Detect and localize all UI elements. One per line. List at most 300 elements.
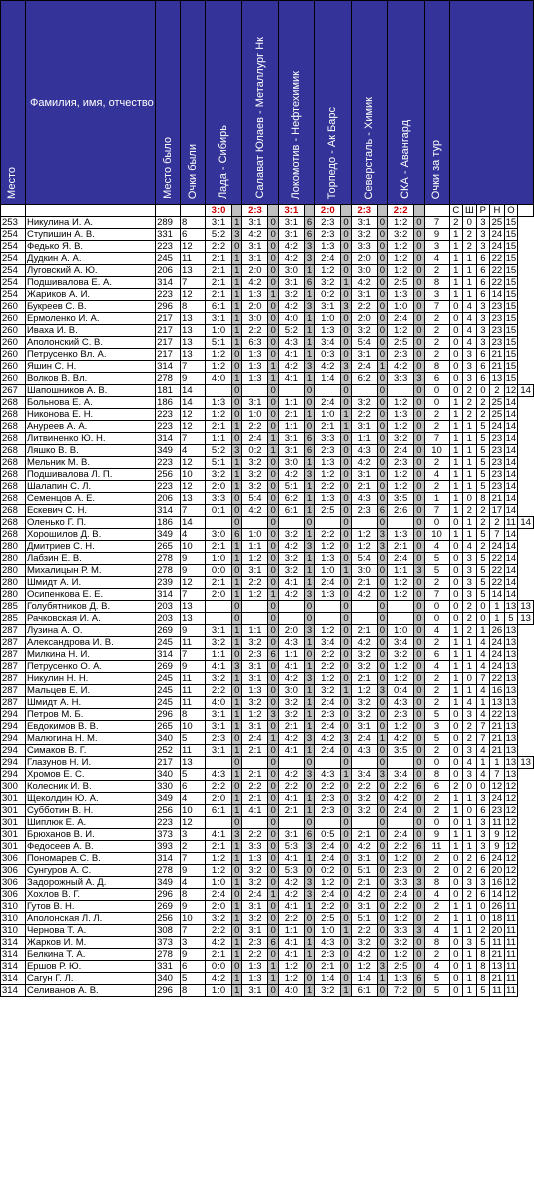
cell-stat-sh: 1 (463, 265, 477, 277)
cell-stat-s: 1 (449, 469, 463, 481)
table-row (1, 529, 534, 541)
cell-match-4-score: 1:0 (315, 925, 341, 937)
cell-match-3-pts: 1 (304, 565, 314, 577)
cell-match-3-score: 4:3 (278, 337, 304, 349)
cell-stat-n: 23 (491, 301, 503, 312)
cell-stat-o: 15 (505, 313, 517, 324)
cell-stat-o: 13 (505, 661, 517, 672)
table-row (1, 577, 534, 589)
cell-match-6-pts: 0 (414, 913, 424, 925)
cell-match-5-pts: 0 (377, 805, 387, 817)
cell-was-points: 3 (181, 829, 206, 841)
cell-match-5-pts: 0 (377, 613, 387, 625)
cell-match-2-pts: 0 (268, 901, 278, 913)
cell-match-2-pts: 0 (268, 241, 278, 253)
cell-match-1-score: 3:2 (206, 469, 232, 481)
cell-tour-points: 6 (424, 649, 449, 661)
cell-match-5-pts: 0 (377, 757, 387, 769)
cell-match-1-score: 3:1 (206, 217, 232, 229)
cell-match-1-pts: 1 (232, 841, 242, 853)
cell-match-1-score: 1:1 (206, 433, 232, 445)
cell-stat-n: 21 (491, 949, 503, 960)
cell-match-2-score (242, 757, 268, 769)
cell-match-3-pts: 1 (304, 289, 314, 301)
cell-match-1-score: 2:1 (206, 277, 232, 289)
cell-stat-n: 22 (491, 577, 503, 588)
cell-stat-sh: 1 (463, 925, 477, 937)
table-row (1, 817, 534, 829)
cell-match-2-pts: 0 (268, 829, 278, 841)
cell-name: Сунгуров А. С. (25, 865, 155, 877)
cell-was-points: 4 (181, 445, 206, 457)
cell-match-3-pts: 1 (304, 409, 314, 421)
cell-stat-sh: 1 (463, 973, 477, 985)
cell-was-place: 217 (156, 337, 181, 349)
cell-match-4-pts: 0 (341, 757, 351, 769)
cell-stat-sh: 1 (463, 793, 477, 805)
cell-stat-o: 14 (505, 505, 517, 516)
cell-was-place: 278 (156, 865, 181, 877)
cell-match-4-score: 2:3 (315, 805, 341, 817)
cell-stat-r: 6 (476, 277, 490, 289)
cell-match-5-pts: 0 (377, 649, 387, 661)
cell-stat-s: 0 (449, 949, 463, 961)
cell-was-place: 245 (156, 685, 181, 697)
cell-stat-sh: 3 (463, 577, 477, 589)
cell-match-4-pts: 0 (341, 901, 351, 913)
table-row (1, 433, 534, 445)
cell-tour-points: 9 (424, 829, 449, 841)
cell-match-5-pts: 0 (377, 817, 387, 829)
cell-match-3-pts: 6 (304, 229, 314, 241)
cell-match-3-score: 4:1 (278, 853, 304, 865)
cell-name: Шалапин С. Л. (25, 481, 155, 493)
cell-name: Шмидт А. И. (25, 577, 155, 589)
cell-was-place: 349 (156, 793, 181, 805)
cell-place: 300 (1, 781, 26, 793)
cell-match-3-score: 5:1 (278, 481, 304, 493)
cell-stat-s: 1 (449, 277, 463, 289)
cell-match-1-pts: 0 (232, 757, 242, 769)
cell-stat-s: 0 (449, 721, 463, 733)
table-row (1, 589, 534, 601)
cell-place: 287 (1, 697, 26, 709)
table-row (1, 865, 534, 877)
header-name: Фамилия, имя, отчество (25, 1, 155, 205)
cell-match-2-score: 0:2 (242, 445, 268, 457)
cell-match-3-pts: 3 (304, 889, 314, 901)
cell-match-4-pts: 0 (341, 829, 351, 841)
cell-place: 294 (1, 733, 26, 745)
cell-was-points: 5 (181, 973, 206, 985)
cell-was-points: 14 (181, 397, 206, 409)
cell-was-points: 13 (181, 313, 206, 325)
cell-tour-points: 2 (424, 793, 449, 805)
table-row (1, 781, 534, 793)
cell-match-1-pts: 0 (232, 685, 242, 697)
cell-match-3-pts: 0 (304, 973, 314, 985)
cell-stat-o: 12 (505, 385, 517, 396)
cell-stat-s: 2 (449, 217, 463, 229)
cell-match-1-pts: 1 (232, 301, 242, 313)
cell-match-6-score: 4:2 (388, 793, 414, 805)
cell-stat-o: 14 (505, 409, 517, 420)
cell-stat-r: 4 (476, 685, 490, 697)
cell-match-4-pts: 0 (341, 517, 351, 529)
cell-was-place: 217 (156, 349, 181, 361)
cell-match-1-pts: 1 (232, 709, 242, 721)
cell-stat-r: 8 (476, 493, 490, 505)
cell-place: 287 (1, 625, 26, 637)
cell-place: 314 (1, 973, 26, 985)
cell-match-4-score: 1:0 (315, 565, 341, 577)
cell-stat-n: 26 (491, 901, 503, 912)
cell-match-4-pts: 0 (341, 229, 351, 241)
cell-was-place: 314 (156, 505, 181, 517)
cell-match-4-pts: 1 (341, 685, 351, 697)
cell-stat-o: 15 (505, 253, 517, 264)
cell-match-5-score: 3:2 (351, 649, 377, 661)
cell-stat-o: 15 (505, 229, 517, 240)
cell-stat-sh: 1 (463, 817, 477, 829)
cell-stat-r: 7 (476, 673, 490, 685)
cell-match-4-score (315, 613, 341, 625)
results-blank (424, 205, 449, 217)
cell-stat-r: 6 (476, 253, 490, 265)
cell-match-6-score: 2:2 (388, 841, 414, 853)
cell-match-4-pts: 0 (341, 661, 351, 673)
cell-match-4-pts: 0 (341, 241, 351, 253)
cell-match-3-score (278, 601, 304, 613)
cell-match-1-score: 3:1 (206, 709, 232, 721)
cell-match-3-pts: 1 (304, 661, 314, 673)
table-row (1, 397, 534, 409)
cell-was-place: 314 (156, 589, 181, 601)
cell-match-4-score: 3:2 (315, 685, 341, 697)
cell-name: Подшивалова Е. А. (25, 277, 155, 289)
cell-stat-r: 3 (476, 817, 490, 829)
cell-was-points: 12 (181, 481, 206, 493)
cell-match-1-score: 1:0 (206, 985, 232, 997)
cell-stat-n: 22 (491, 277, 503, 288)
cell-place: 301 (1, 841, 26, 853)
cell-stat-sh: 1 (463, 841, 477, 853)
cell-match-5-score: 2:4 (351, 733, 377, 745)
cell-match-6-score: 1:3 (388, 529, 414, 541)
cell-stat-r: 0 (476, 385, 490, 397)
cell-match-4-score: 2:5 (315, 505, 341, 517)
cell-match-6-score: 2:4 (388, 829, 414, 841)
results-blank (1, 205, 26, 217)
table-row (1, 373, 534, 385)
cell-match-5-score: 3:1 (351, 217, 377, 229)
cell-stat-r: 5 (476, 433, 490, 445)
cell-was-place: 223 (156, 457, 181, 469)
cell-match-2-score: 3:3 (242, 841, 268, 853)
cell-was-points: 7 (181, 433, 206, 445)
cell-match-2-score: 3:2 (242, 877, 268, 889)
cell-match-2-pts: 0 (268, 781, 278, 793)
cell-match-1-score: 1:2 (206, 409, 232, 421)
cell-match-2-score: 6:3 (242, 337, 268, 349)
cell-match-5-pts: 0 (377, 493, 387, 505)
cell-was-points: 7 (181, 277, 206, 289)
stat-label-r: Р (476, 205, 490, 217)
cell-match-4-score: 1:0 (315, 409, 341, 421)
cell-match-4-score (315, 757, 341, 769)
cell-match-3-score: 3:2 (278, 709, 304, 721)
cell-match-2-score (242, 385, 268, 397)
cell-match-1-score: 2:1 (206, 265, 232, 277)
cell-match-1-pts: 1 (232, 421, 242, 433)
cell-match-2-pts: 1 (268, 433, 278, 445)
cell-stat-o: 5 (504, 613, 518, 625)
cell-match-2-score: 3:1 (242, 217, 268, 229)
cell-match-4-score: 2:3 (315, 217, 341, 229)
cell-was-points: 6 (181, 781, 206, 793)
cell-was-place: 314 (156, 433, 181, 445)
cell-match-4-pts: 0 (341, 877, 351, 889)
cell-match-3-score: 1:2 (278, 973, 304, 985)
table-row (1, 421, 534, 433)
cell-name: Лузина А. О. (25, 625, 155, 637)
cell-match-5-pts: 0 (377, 721, 387, 733)
cell-match-4-pts: 0 (341, 505, 351, 517)
table-row (1, 889, 534, 901)
cell-match-5-score: 2:1 (351, 829, 377, 841)
cell-match-6-score: 2:3 (388, 709, 414, 721)
cell-stat-sh: 0 (463, 781, 477, 793)
cell-stat-o: 14 (505, 577, 517, 588)
cell-match-4-pts: 1 (341, 925, 351, 937)
cell-name: Больнова Е. А. (25, 397, 155, 409)
cell-name: Петрусенко Вл. А. (25, 349, 155, 361)
cell-stat-n: 14 (491, 889, 503, 900)
cell-match-3-pts: 1 (304, 493, 314, 505)
table-row (1, 445, 534, 457)
cell-was-points: 5 (181, 769, 206, 781)
cell-tour-points: 4 (424, 541, 449, 553)
cell-stat-n: 22 (491, 565, 503, 576)
cell-match-3-score: 4:2 (278, 361, 304, 373)
result-match-5: 2:3 (351, 205, 377, 217)
cell-stat-r: 5 (476, 421, 490, 433)
cell-match-1-pts: 1 (232, 721, 242, 733)
cell-name: Ермоленко И. А. (25, 313, 155, 325)
cell-name: Мальцев Е. И. (25, 685, 155, 697)
cell-was-place: 340 (156, 769, 181, 781)
cell-match-6-pts: 0 (414, 745, 424, 757)
cell-name: Селиванов А. В. (25, 985, 155, 997)
cell-stat-sh: 3 (463, 373, 477, 385)
cell-match-6-score: 2:4 (388, 313, 414, 325)
cell-match-4-pts: 0 (341, 349, 351, 361)
cell-match-4-score: 0:2 (315, 289, 341, 301)
cell-match-4-pts: 0 (341, 337, 351, 349)
cell-name: Яшин С. Н. (25, 361, 155, 373)
cell-match-4-pts: 0 (341, 481, 351, 493)
cell-was-points: 4 (181, 877, 206, 889)
cell-stat-o: 12 (505, 841, 517, 852)
cell-stat-sh: 1 (463, 961, 477, 973)
cell-match-4-score: 2:2 (315, 481, 341, 493)
cell-match-2-pts: 0 (268, 685, 278, 697)
cell-match-5-pts: 0 (377, 793, 387, 805)
cell-match-6-score: 2:2 (388, 781, 414, 793)
cell-match-6-pts: 0 (414, 529, 424, 541)
cell-match-3-score: 6:2 (278, 493, 304, 505)
cell-place: 254 (1, 265, 26, 277)
cell-stat-n: 21 (491, 973, 503, 984)
cell-match-4-score: 1:3 (315, 553, 341, 565)
cell-match-6-pts: 0 (414, 805, 424, 817)
cell-match-5-pts: 0 (377, 949, 387, 961)
cell-match-5-score: 2:1 (351, 481, 377, 493)
cell-match-1-pts: 1 (232, 901, 242, 913)
cell-match-1-pts: 1 (232, 805, 242, 817)
cell-match-4-score: 4:3 (315, 769, 341, 781)
cell-name: Петрусенко О. А. (25, 661, 155, 673)
cell-was-place: 217 (156, 313, 181, 325)
cell-stat-s: 1 (449, 409, 463, 421)
cell-match-2-score (242, 601, 268, 613)
cell-was-points: 12 (181, 409, 206, 421)
cell-match-6-pts: 0 (414, 409, 424, 421)
cell-tour-points: 3 (424, 241, 449, 253)
cell-match-4-pts: 1 (341, 421, 351, 433)
cell-match-2-score: 3:0 (242, 313, 268, 325)
cell-match-6-score: 2:4 (388, 805, 414, 817)
cell-stat-r: 6 (476, 265, 490, 277)
cell-match-5-pts: 0 (377, 925, 387, 937)
cell-name: Лабзин Е. В. (25, 553, 155, 565)
header-match-6: СКА - Авангард (388, 1, 424, 205)
cell-stat-o: 12 (505, 829, 517, 840)
cell-match-1-score: 4:3 (206, 769, 232, 781)
cell-stat-o: 12 (505, 793, 517, 804)
result-gap (232, 205, 242, 217)
stat-label-sh: Ш (463, 205, 477, 217)
cell-match-1-score: 2:1 (206, 289, 232, 301)
cell-was-points: 5 (181, 733, 206, 745)
cell-match-2-pts: 0 (268, 505, 278, 517)
cell-match-2-score: 2:0 (242, 301, 268, 313)
cell-match-1-score: 2:2 (206, 925, 232, 937)
cell-stat-r: 3 (476, 829, 490, 841)
stat-label-s: С (449, 205, 463, 217)
cell-match-5-pts: 0 (377, 853, 387, 865)
cell-stat-n: 24 (491, 649, 503, 660)
cell-match-3-pts: 0 (304, 421, 314, 433)
cell-match-4-pts: 0 (341, 433, 351, 445)
cell-stat-o: 12 (505, 805, 517, 816)
cell-stat-o: 11 (506, 901, 516, 912)
cell-stat-sh: 1 (463, 457, 477, 469)
cell-match-4-pts: 0 (341, 649, 351, 661)
cell-match-1-score: 2:2 (206, 781, 232, 793)
cell-place: 287 (1, 637, 26, 649)
cell-stat-r: 4 (476, 769, 490, 781)
cell-match-4-score: 2:5 (315, 913, 341, 925)
cell-stat-o: 14 (505, 457, 517, 468)
cell-match-6-pts: 3 (414, 925, 424, 937)
cell-match-6-score: 2:4 (388, 889, 414, 901)
cell-name: Белкина Т. А. (25, 949, 155, 961)
cell-match-6-pts: 0 (414, 589, 424, 601)
cell-stat-n: 9 (490, 829, 505, 841)
cell-stat-n: 14 (491, 589, 503, 600)
cell-place: 260 (1, 325, 26, 337)
cell-match-5-score: 3:2 (351, 793, 377, 805)
table-row (1, 697, 534, 709)
cell-match-1-pts: 1 (232, 913, 242, 925)
cell-name: Никулина И. А. (25, 217, 155, 229)
cell-match-6-score: 1:2 (388, 217, 414, 229)
table-row (1, 301, 534, 313)
cell-match-5-pts: 0 (377, 301, 387, 313)
cell-match-6-score: 3:2 (388, 937, 414, 949)
cell-stat-s: 0 (449, 577, 463, 589)
table-row (1, 949, 534, 961)
table-row (1, 541, 534, 553)
cell-match-1-pts: 1 (232, 877, 242, 889)
cell-match-1-score: 6:1 (206, 805, 232, 817)
cell-stat-sh: 1 (463, 289, 477, 301)
cell-match-6-pts: 0 (414, 709, 424, 721)
cell-match-6-score: 7:2 (388, 985, 414, 997)
cell-match-1-score (206, 613, 232, 625)
cell-tour-points: 4 (424, 961, 449, 973)
cell-was-points: 7 (181, 589, 206, 601)
cell-match-2-pts: 0 (268, 637, 278, 649)
cell-stat-s: 1 (449, 829, 463, 841)
cell-place: 268 (1, 445, 26, 457)
cell-was-points: 7 (181, 505, 206, 517)
cell-match-3-score: 3:2 (278, 565, 304, 577)
cell-stat-o: 15 (505, 337, 517, 348)
cell-match-4-score: 2:2 (315, 661, 341, 673)
cell-place: 285 (1, 601, 26, 613)
cell-was-points: 11 (181, 685, 206, 697)
cell-match-6-pts: 0 (414, 517, 424, 529)
cell-stat-n: 17 (491, 505, 503, 516)
cell-match-5-pts: 0 (377, 289, 387, 301)
cell-match-5-score: 2:1 (351, 673, 377, 685)
cell-match-3-pts: 1 (304, 349, 314, 361)
cell-match-1-pts: 1 (232, 265, 242, 277)
cell-match-3-score: 4:1 (278, 373, 304, 385)
cell-match-5-score: 3:3 (351, 241, 377, 253)
cell-place: 306 (1, 877, 26, 889)
cell-match-1-pts: 1 (232, 217, 242, 229)
cell-match-2-score: 3:1 (242, 721, 268, 733)
cell-match-6-pts: 0 (414, 253, 424, 265)
cell-match-4-pts: 0 (341, 865, 351, 877)
cell-match-3-score: 4:2 (278, 733, 304, 745)
cell-match-1-pts: 0 (232, 733, 242, 745)
cell-match-1-pts: 1 (232, 457, 242, 469)
cell-stat-n: 21 (491, 721, 503, 732)
cell-was-place: 308 (156, 925, 181, 937)
cell-name: Гутов В. Н. (25, 901, 155, 913)
cell-stat-sh: 3 (463, 709, 477, 721)
cell-was-place: 278 (156, 373, 181, 385)
cell-stat-s: 0 (449, 349, 463, 361)
cell-tour-points: 5 (424, 985, 449, 997)
cell-match-4-score: 4:3 (315, 937, 341, 949)
cell-place: 280 (1, 565, 26, 577)
cell-match-4-score: 3:4 (315, 337, 341, 349)
